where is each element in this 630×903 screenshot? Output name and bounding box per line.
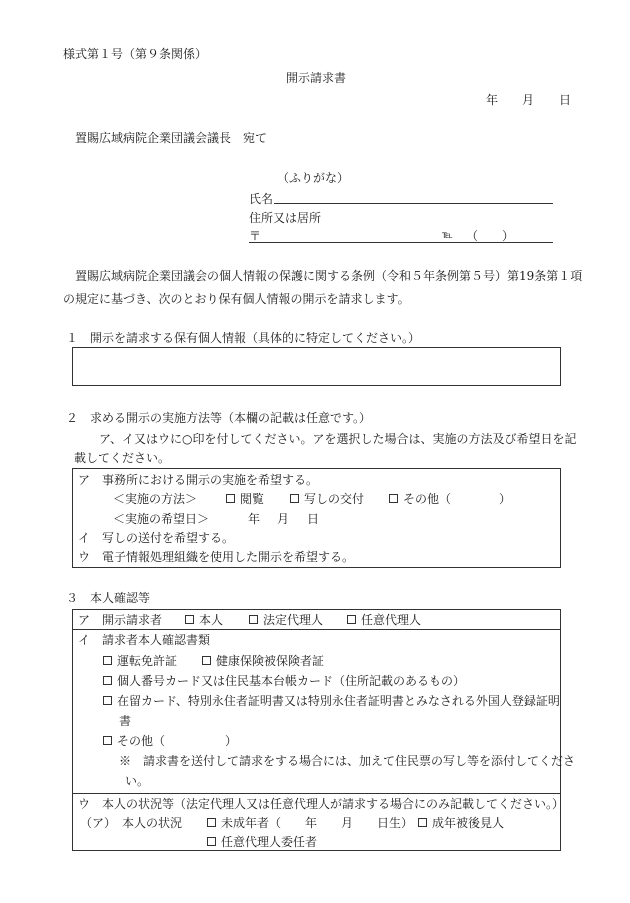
doc-residence-option[interactable]: 在留カード、特別永住者証明書又は特別永住者証明書とみなされる外国人登録証明 (103, 695, 560, 707)
intro-line-1: 置賜広域病院企業団議会の個人情報の保護に関する条例（令和５年条例第５号）第19条第１項 (75, 269, 583, 283)
tel-parens: （ ） (466, 229, 515, 243)
checkbox-icon[interactable] (389, 494, 398, 503)
requested-info-field[interactable] (72, 347, 561, 386)
principal-status-label: ウ 本人の状況等（法定代理人又は任意代理人が請求する場合にのみ記載してください。） (78, 797, 565, 811)
option-i[interactable]: イ 写しの送付を希望する。 (78, 531, 235, 545)
checkbox-icon[interactable] (185, 615, 194, 624)
principal-status-sub-label: （ア） 本人の状況 (80, 816, 183, 830)
date-month-label: 月 (522, 93, 535, 107)
requester-voluntary-option[interactable]: 任意代理人 (347, 614, 421, 626)
option-u[interactable]: ウ 電子情報処理組織を使用した開示を希望する。 (78, 550, 355, 564)
method-copy-option[interactable]: 写しの交付 (290, 493, 364, 505)
section2-note-line-1: ア、イ又はウに○印を付してください。アを選択した場合は、実施の方法及び希望日を記 (99, 432, 577, 446)
addressee: 置賜広域病院企業団議会議長 宛て (75, 131, 268, 145)
status-minor-option[interactable]: 未成年者（ 年 月 日生） (207, 817, 413, 829)
name-label: 氏名 (249, 192, 274, 206)
intro-line-2: の規定に基づき、次のとおり保有個人情報の開示を請求します。 (63, 292, 410, 306)
status-guardian-option[interactable]: 成年被後見人 (418, 817, 504, 829)
mail-note-line-2: い。 (125, 774, 150, 788)
address-field[interactable] (249, 242, 553, 243)
status-proxy-option[interactable]: 任意代理人委任者 (207, 836, 317, 848)
requester-legal-option[interactable]: 法定代理人 (249, 614, 323, 626)
name-field[interactable] (274, 203, 553, 204)
section3-heading: ３ 本人確認等 (66, 591, 151, 605)
method-label: ＜実施の方法＞ (113, 492, 198, 506)
checkbox-icon[interactable] (103, 736, 112, 745)
section2-note-line-2: 載してください。 (74, 451, 171, 465)
checkbox-icon[interactable] (418, 818, 427, 827)
postal-mark: 〒 (249, 229, 262, 243)
address-label: 住所又は居所 (249, 211, 322, 225)
doc-license-option[interactable]: 運転免許証 (103, 655, 177, 667)
date-year-label: 年 (486, 93, 499, 107)
checkbox-icon[interactable] (207, 818, 216, 827)
mail-note-line-1: ※ 請求書を送付して請求をする場合には、加えて住民票の写し等を添付してくださ (119, 754, 576, 768)
row-divider (72, 793, 561, 794)
form-number: 様式第１号（第９条関係） (63, 47, 208, 61)
checkbox-icon[interactable] (103, 696, 112, 705)
doc-mynumber-option[interactable]: 個人番号カード又は住民基本台帳カード（住所記載のあるもの） (103, 675, 465, 687)
checkbox-icon[interactable] (249, 615, 258, 624)
requester-type-label: ア 開示請求者 (78, 613, 163, 627)
option-a[interactable]: ア 事務所における開示の実施を希望する。 (78, 473, 319, 487)
checkbox-icon[interactable] (347, 615, 356, 624)
page-title: 開示請求書 (286, 71, 347, 85)
checkbox-icon[interactable] (103, 676, 112, 685)
tel-label: ℡ (442, 230, 453, 241)
desired-date-day: 日 (307, 512, 320, 526)
id-documents-label: イ 請求者本人確認書類 (78, 633, 211, 647)
date-day-label: 日 (559, 93, 572, 107)
desired-date-month: 月 (277, 512, 290, 526)
desired-date-year: 年 (248, 512, 261, 526)
checkbox-icon[interactable] (290, 494, 299, 503)
section1-heading: １ 開示を請求する保有個人情報（具体的に特定してください。） (66, 331, 421, 345)
row-divider (72, 629, 561, 630)
checkbox-icon[interactable] (202, 656, 211, 665)
checkbox-icon[interactable] (207, 837, 216, 846)
desired-date-label: ＜実施の希望日＞ (113, 512, 210, 526)
doc-insurance-option[interactable]: 健康保険被保険者証 (202, 655, 324, 667)
doc-residence-line-2: 書 (119, 714, 132, 728)
furigana-label: （ふりがな） (277, 171, 350, 185)
method-view-option[interactable]: 閲覧 (226, 493, 264, 505)
checkbox-icon[interactable] (103, 656, 112, 665)
checkbox-icon[interactable] (226, 494, 235, 503)
section2-heading: ２ 求める開示の実施方法等（本欄の記載は任意です。） (66, 411, 372, 425)
doc-other-option[interactable]: その他（ ） (103, 735, 237, 747)
method-other-option[interactable]: その他（ ） (389, 493, 511, 505)
requester-self-option[interactable]: 本人 (185, 614, 223, 626)
